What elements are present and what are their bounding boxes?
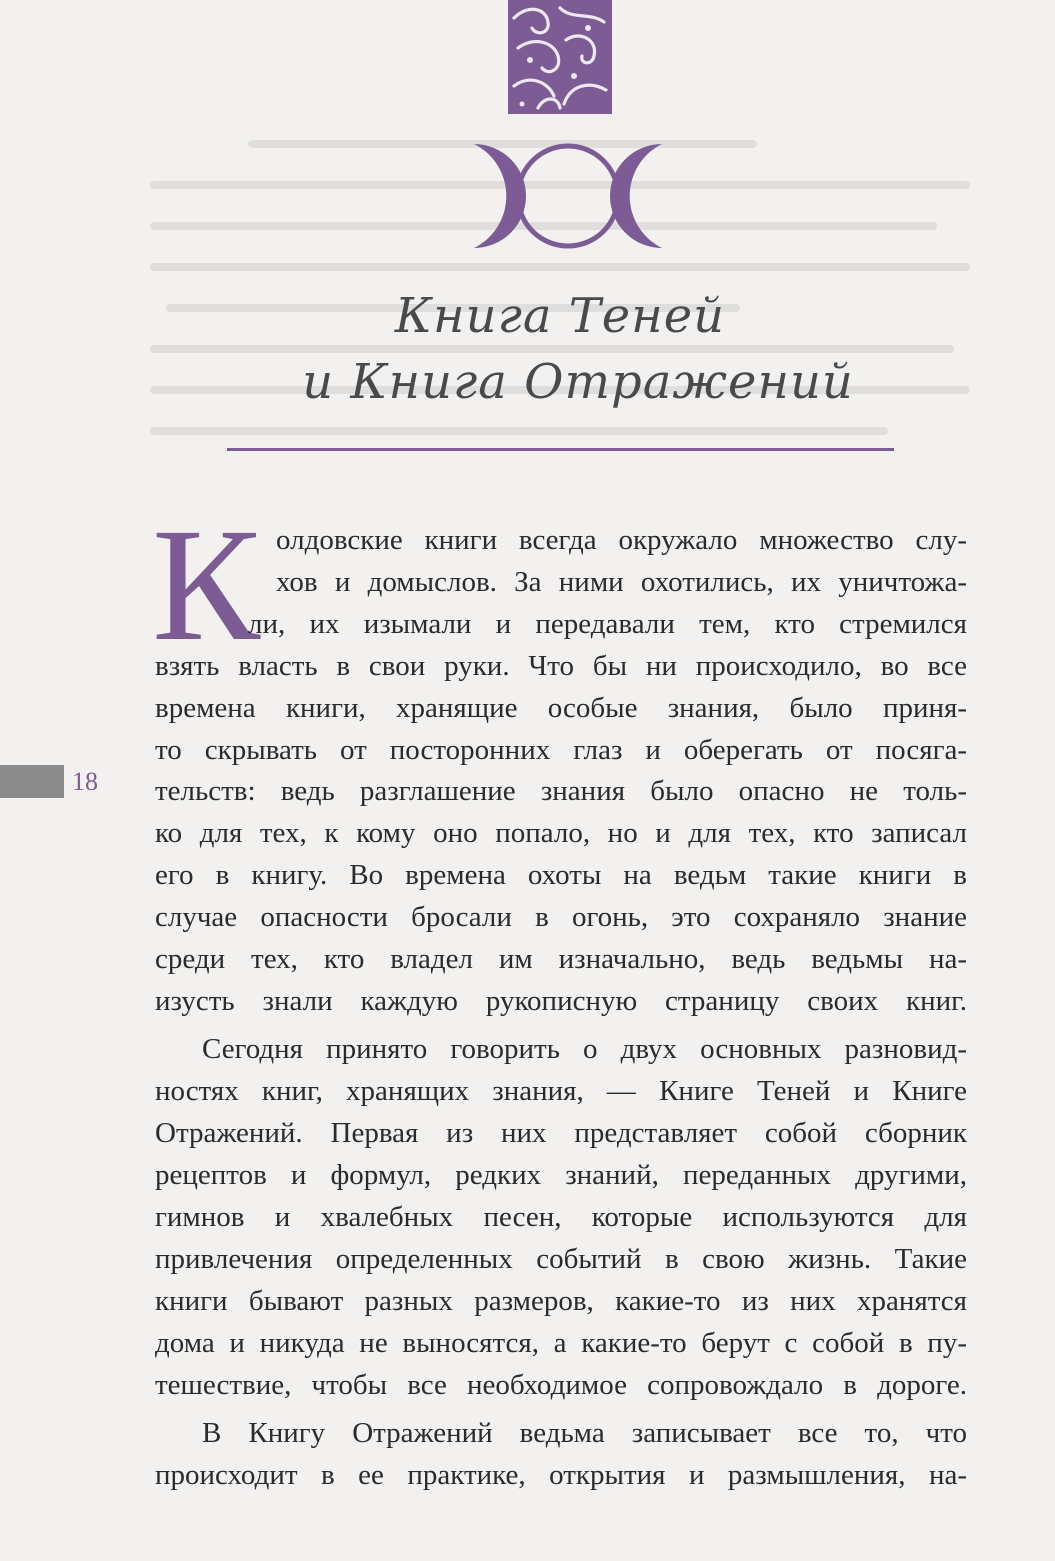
chapter-title-line-1: Книга Теней	[394, 288, 726, 344]
text-line: рецептов и формул, редких знаний, переданных другими,	[155, 1159, 967, 1191]
text-line: среди тех, кто владел им изначально, ведь ведьмы на-	[155, 943, 967, 975]
text-line: тельств: ведь разглашение знания было опасно не толь-	[155, 775, 967, 807]
text-line: изусть знали каждую рукописную страницу своих книг.	[155, 985, 967, 1017]
text-line: олдовские книги всегда окружало множество слу-	[276, 524, 967, 556]
text-line: ко для тех, к кому оно попало, но и для тех, кто записал	[155, 817, 967, 849]
text-line: взять власть в свои руки. Что бы ни происходило, во все	[155, 650, 967, 682]
page-number-bar	[0, 765, 64, 798]
text-line: то скрывать от посторонних глаз и оберегать от посяга-	[155, 734, 967, 766]
floral-ornament-icon	[508, 0, 612, 114]
drop-cap: К	[152, 496, 261, 675]
text-line: времена книги, хранящие особые знания, было приня-	[155, 692, 967, 724]
text-line: книги бывают разных размеров, какие-то из них хранятся	[155, 1285, 967, 1317]
text-line: случае опасности бросали в огонь, это сохраняло знание	[155, 901, 967, 933]
text-line: его в книгу. Во времена охоты на ведьм такие книги в	[155, 859, 967, 891]
text-line: ли, их изымали и передавали тем, кто стремился	[248, 608, 967, 640]
text-line: ностях книг, хранящих знания, — Книге Теней и Книге	[155, 1075, 967, 1107]
text-line: Отражений. Первая из них представляет собой сборник	[155, 1117, 967, 1149]
text-line: тешествие, чтобы все необходимое сопровождало в дороге.	[155, 1369, 967, 1401]
text-line: В Книгу Отражений ведьма записывает все то, что	[202, 1417, 967, 1449]
text-line: дома и никуда не выносятся, а какие-то берут с собой в пу-	[155, 1327, 967, 1359]
text-line: происходит в ее практике, открытия и размышления, на-	[155, 1459, 967, 1491]
text-line: Сегодня принято говорить о двух основных разновид-	[202, 1033, 967, 1065]
page-number: 18	[72, 767, 98, 796]
text-line: хов и домыслов. За ними охотились, их уничтожа-	[276, 566, 967, 598]
title-divider	[227, 448, 894, 451]
triple-moon-icon	[466, 140, 670, 252]
text-line: привлечения определенных событий в свою жизнь. Такие	[155, 1243, 967, 1275]
chapter-title-line-2: и Книга Отражений	[302, 354, 854, 410]
text-line: гимнов и хвалебных песен, которые используются для	[155, 1201, 967, 1233]
